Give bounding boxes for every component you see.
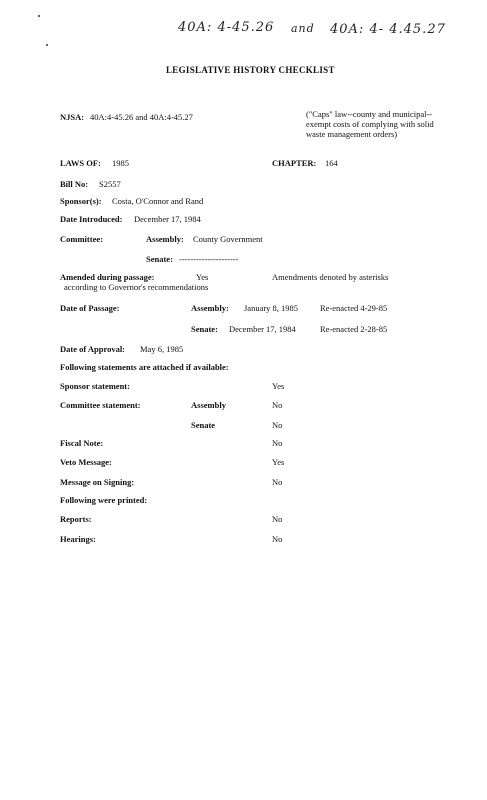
fiscal-note-label: Fiscal Note: (60, 438, 104, 448)
date-of-approval-label: Date of Approval: (60, 344, 126, 354)
printed-heading: Following were printed: (60, 495, 148, 505)
date-introduced-label: Date Introduced: (60, 214, 123, 224)
handwritten-and: and (291, 22, 315, 35)
page-title: LEGISLATIVE HISTORY CHECKLIST (166, 65, 335, 75)
amended-value: Yes (196, 272, 209, 282)
scan-speck (38, 15, 40, 17)
committee-statement-assembly-label: Assembly (191, 400, 226, 410)
committee-assembly-label: Assembly: (146, 234, 184, 244)
committee-assembly-value: County Government (193, 234, 263, 244)
committee-senate-label: Senate: (146, 254, 173, 264)
reports-value: No (272, 514, 283, 524)
bill-description-note: ("Caps" law--county and municipal--exempt costs of complying with solid waste management orders) (306, 109, 434, 139)
passage-senate-label: Senate: (191, 324, 218, 334)
attached-heading: Following statements are attached if available: (60, 362, 229, 372)
message-on-signing-label: Message on Signing: (60, 477, 135, 487)
laws-of-label: LAWS OF: (60, 158, 101, 168)
bill-no-value: S2557 (99, 179, 121, 189)
date-of-passage-label: Date of Passage: (60, 303, 120, 313)
reports-label: Reports: (60, 514, 92, 524)
passage-assembly-reenacted: Re-enacted 4-29-85 (320, 303, 388, 313)
handwritten-citation-2: 40A: 4- 4.45.27 (330, 22, 446, 37)
passage-assembly-label: Assembly: (191, 303, 229, 313)
date-of-approval-value: May 6, 1985 (140, 344, 184, 354)
sponsor-statement-value: Yes (272, 381, 285, 391)
chapter-value: 164 (325, 158, 338, 168)
committee-statement-label: Committee statement: (60, 400, 141, 410)
sponsors-label: Sponsor(s): (60, 196, 102, 206)
bill-no-label: Bill No: (60, 179, 89, 189)
sponsors-value: Costa, O'Connor and Rand (112, 196, 204, 206)
njsa-label: NJSA: (60, 112, 85, 122)
veto-message-value: Yes (272, 457, 285, 467)
committee-statement-assembly-value: No (272, 400, 283, 410)
chapter-label: CHAPTER: (272, 158, 317, 168)
passage-assembly-value: January 8, 1985 (244, 303, 299, 313)
amended-note-line2: according to Governor's recommendations (64, 282, 209, 292)
message-on-signing-value: No (272, 477, 283, 487)
passage-senate-reenacted: Re-enacted 2-28-85 (320, 324, 388, 334)
passage-senate-value: December 17, 1984 (229, 324, 296, 334)
committee-statement-senate-label: Senate (191, 420, 216, 430)
amended-note-line1: Amendments denoted by asterisks (272, 272, 389, 282)
scan-speck (46, 44, 48, 46)
njsa-value: 40A:4-45.26 and 40A:4-45.27 (90, 112, 193, 122)
committee-senate-value: --------------------- (179, 254, 239, 264)
committee-label: Committee: (60, 234, 103, 244)
handwritten-citation-1: 40A: 4-45.26 (178, 20, 275, 35)
veto-message-label: Veto Message: (60, 457, 112, 467)
fiscal-note-value: No (272, 438, 283, 448)
hearings-value: No (272, 534, 283, 544)
laws-of-value: 1985 (112, 158, 129, 168)
hearings-label: Hearings: (60, 534, 96, 544)
amended-label: Amended during passage: (60, 272, 155, 282)
committee-statement-senate-value: No (272, 420, 283, 430)
sponsor-statement-label: Sponsor statement: (60, 381, 130, 391)
date-introduced-value: December 17, 1984 (134, 214, 201, 224)
